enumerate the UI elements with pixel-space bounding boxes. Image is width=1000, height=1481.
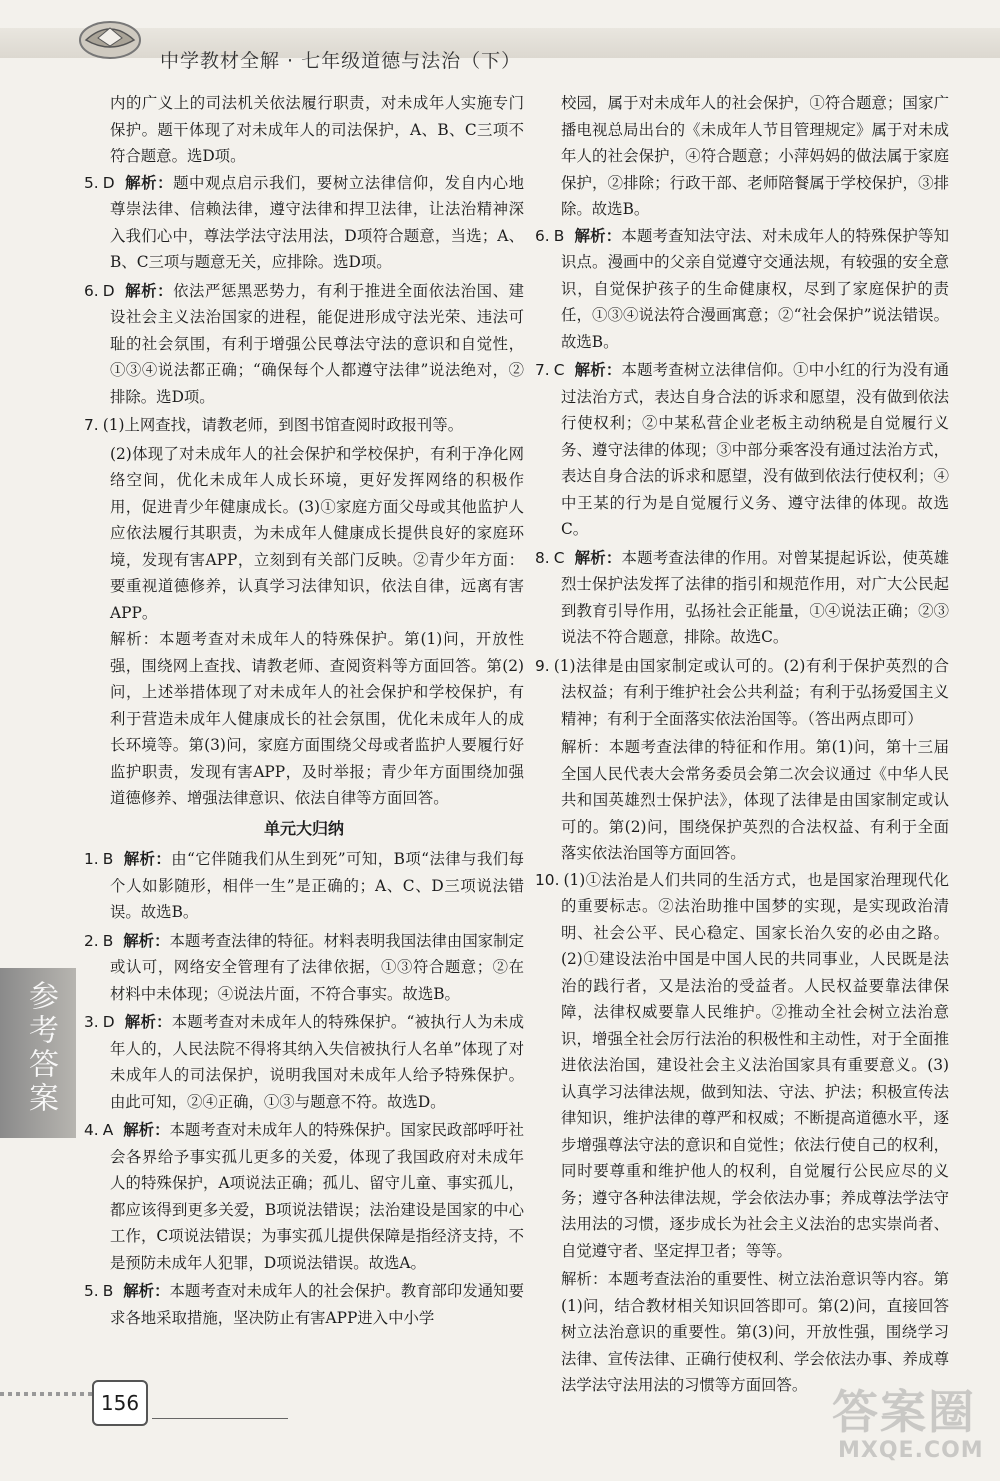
book-logo-icon: [72, 10, 148, 66]
answer-text: (2)体现了对未成年人的社会保护和学校保护，有利于净化网络空间，优化未成年人成长环境，更好发挥网络的积极作用，促进青少年健康成长。(3)①家庭方面父母或其他监护人应依法履行其职责，为未成年人健康成长提供良好的家庭环境，发现有害APP，立刻到有关部门反映。②青少年方面：要重视道德修养，认真学习法律知识，依法自律，远离有害APP。: [110, 444, 524, 622]
answer-choice: D: [102, 281, 115, 300]
analysis-text: 本题考查法律的特征。材料表明我国法律由国家制定或认可，网络安全管理有了法律依据，①③符合题意；②在材料中未体现；④说法片面，不符合事实。故选B。: [110, 931, 524, 1003]
watermark-main: 答案圈: [832, 1385, 976, 1439]
analysis-paragraph: 解析：本题考查对未成年人的特殊保护。第(1)问，开放性强，围绕网上查找、请教老师、查阅资料等方面回答。第(2)问，上述举措体现了对未成年人的社会保护和学校保护，有利于营造未成年人健康成长的社会氛围，优化未成年人的成长环境等。第(3)问，家庭方面围绕父母或者监护人要履行好监护职责，发现有害APP，及时举报；青少年方面围绕加强道德修养、增强法律意识、依法自律等方面回答。: [110, 630, 524, 807]
answer-item-u6: 6. B 解析：本题考查知法守法、对未成年人的特殊保护等知识点。漫画中的父亲自觉遵守交通法规，有较强的安全意识，自觉保护孩子的生命健康权，尽到了家庭保护的责任，①③④说法符合漫画寓意；②“社会保护”说法错误。故选B。: [535, 226, 949, 351]
footer-rule: [152, 1418, 288, 1419]
analysis-text: 题中观点启示我们，要树立法律信仰，发自内心地尊崇法律、信赖法律，遵守法律和捍卫法律，让法治精神深入我们心中，尊法学法守法用法，D项符合题意，当选；A、B、C三项与题意无关，应排除。选D项。: [110, 173, 524, 271]
answer-item-u1: 1. B 解析：由“它伴随我们从生到死”可知，B项“法律与我们每个人如影随形，相伴一生”是正确的；A、C、D三项说法错误。故选B。: [84, 850, 524, 921]
side-tab-label: 参考答案: [23, 980, 58, 1116]
continued-text: 内的广义上的司法机关依法履行职责，对未成年人实施专门保护。题干体现了对未成年人的司法保护，A、B、C三项不符合题意。选D项。: [110, 94, 524, 165]
analysis-text: 本题考查对未成年人的特殊保护。国家民政部呼吁社会各界给予事实孤儿更多的关爱，体现了我国政府对未成年人的特殊保护，A项说法正确；孤儿、留守儿童、事实孤儿，都应该得到更多关爱，B项说法错误；法治建设是国家的中心工作，C项说法错误；为事实孤儿提供保障是指经济支持，不是预防未成年人犯罪，D项说法错误。故选A。: [110, 1121, 524, 1272]
watermark-sub: MXQE.COM: [838, 1438, 984, 1463]
answer-item-7: 7. (1)上网查找，请教老师，到图书馆查阅时政报刊等。: [84, 416, 464, 434]
page-number: 156: [92, 1380, 148, 1426]
answer-item-u3: 3. D 解析：本题考查对未成年人的特殊保护。“被执行人为未成年人的，人民法院不得将其纳入失信被执行人名单”体现了对未成年人的司法保护，说明我国对未成年人给予特殊保护。由此可知，②④正确，①③与题意不符。故选D。: [84, 1013, 524, 1111]
answer-choice: B: [102, 931, 114, 950]
answer-choice: B: [102, 850, 114, 868]
analysis-text: 依法严惩黑恶势力，有利于推进全面依法治国、建设社会主义法治国家的进程，能促进形成守法光荣、违法可耻的社会氛围，有利于增强公民尊法守法的意识和自觉性，①③④说法都正确；“确保每个人都遵守法律”说法绝对，②排除。选D项。: [110, 281, 524, 406]
header-title: 中学教材全解 · 七年级道德与法治（下）: [160, 50, 522, 72]
analysis-text: 本题考查知法守法、对未成年人的特殊保护等知识点。漫画中的父亲自觉遵守交通法规，有较强的安全意识，自觉保护孩子的生命健康权，尽到了家庭保护的责任，①③④说法符合漫画寓意；②“社会保护”说法错误。故选B。: [561, 226, 949, 351]
answer-item-u8: 8. C 解析：本题考查法律的作用。对曾某提起诉讼，使英雄烈士保护法发挥了法律的指引和规范作用，对广大公民起到教育引导作用，弘扬社会正能量，①④说法正确；②③说法不符合题意，排除。故选C。: [535, 548, 949, 646]
answer-text: (1)法律是由国家制定或认可的。(2)有利于保护英烈的合法权益；有利于维护社会公共利益；有利于弘扬爱国主义精神；有利于全面落实依法治国等。（答出两点即可）: [553, 656, 949, 728]
answer-text: (1)上网查找，请教老师，到图书馆查阅时政报刊等。: [102, 416, 464, 434]
analysis-paragraph: 解析：本题考查法治的重要性、树立法治意识等内容。第(1)问，结合教材相关知识回答即可。第(2)问，直接回答树立法治意识的重要性。第(3)问，开放性强，围绕学习法律、宣传法律、正确行使权利、学会依法办事、养成尊法学法守法用法的习惯等方面回答。: [561, 1270, 949, 1394]
answer-item-5: 5. D 解析：题中观点启示我们，要树立法律信仰，发自内心地尊崇法律、信赖法律，遵守法律和捍卫法律，让法治精神深入我们心中，尊法学法守法用法，D项符合题意，当选；A、B、C三项与题意无关，应排除。选D项。: [84, 173, 524, 271]
left-column: [84, 90, 524, 1333]
answer-item-u10: 10. (1)①法治是人们共同的生活方式，也是国家治理现代化的重要标志。②法治助推中国梦的实现，是实现政治清明、社会公平、民心稳定、国家长治久安的必由之路。(2)①建设法治中国是中国人民的共同事业，人民既是法治的践行者，又是法治的受益者。人民权益要靠法律保障，法律权威要靠人民维护。②推动全社会树立法治意识，增强全社会厉行法治的积极性和主动性，对于全面推进依法治国，建设社会主义法治国家具有重要意义。(3)认真学习法律法规，做到知法、守法、护法；积极宣传法律知识，维护法律的尊严和权威；不断提高道德水平，逐步增强尊法守法的意识和自觉性；依法行使自己的权利，同时要尊重和维护他人的权利，自觉履行公民应尽的义务；遵守各种法律法规，学会依法办事；养成尊法学法守法用法的习惯，逐步成长为社会主义法治的忠实崇尚者、自觉遵守者、坚定捍卫者；等等。: [535, 870, 949, 1260]
answer-choice: D: [102, 1013, 115, 1031]
answer-choice: A: [102, 1121, 114, 1139]
analysis-paragraph: 解析：本题考查法律的特征和作用。第(1)问，第十三届全国人民代表大会常务委员会第二次会议通过《中华人民共和国英雄烈士保护法》，体现了法律是由国家制定或认可的。第(2)问，围绕保护英烈的合法权益、有利于全面落实依法治国等方面回答。: [561, 738, 949, 862]
answer-item-u9: 9. (1)法律是由国家制定或认可的。(2)有利于保护英烈的合法权益；有利于维护社会公共利益；有利于弘扬爱国主义精神；有利于全面落实依法治国等。（答出两点即可）: [535, 656, 949, 728]
page-header: [0, 0, 1000, 92]
answer-item-u5: 5. B 解析：本题考查对未成年人的社会保护。教育部印发通知要求各地采取措施，坚决防止有害APP进入中小学: [84, 1282, 524, 1327]
answer-choice: D: [102, 173, 115, 192]
analysis-text: 本题考查法律的作用。对曾某提起诉讼，使英雄烈士保护法发挥了法律的指引和规范作用，对广大公民起到教育引导作用，弘扬社会正能量，①④说法正确；②③说法不符合题意，排除。故选C。: [561, 548, 949, 646]
answer-item-6: 6. D 解析：依法严惩黑恶势力，有利于推进全面依法治国、建设社会主义法治国家的进程，能促进形成守法光荣、违法可耻的社会氛围，有利于增强公民尊法守法的意识和自觉性，①③④说法都正确；“确保每个人都遵守法律”说法绝对，②排除。选D项。: [84, 281, 524, 406]
answer-item-u2: 2. B 解析：本题考查法律的特征。材料表明我国法律由国家制定或认可，网络安全管理有了法律依据，①③符合题意；②在材料中未体现；④说法片面，不符合事实。故选B。: [84, 931, 524, 1003]
right-column: [535, 90, 949, 1399]
watermark: [832, 1376, 992, 1471]
analysis-text: 由“它伴随我们从生到死”可知，B项“法律与我们每个人如影随形，相伴一生”是正确的；A、C、D三项说法错误。故选B。: [110, 850, 524, 921]
answer-choice: B: [102, 1282, 114, 1300]
footer-dots: [0, 1392, 92, 1396]
answer-text: (1)①法治是人们共同的生活方式，也是国家治理现代化的重要标志。②法治助推中国梦的实现，是实现政治清明、社会公平、民心稳定、国家长治久安的必由之路。(2)①建设法治中国是中国人民的共同事业，人民既是法治的践行者，又是法治的受益者。人民权益要靠法律保障，法律权威要靠人民维护。②推动全社会树立法治意识，增强全社会厉行法治的积极性和主动性，对于全面推进依法治国，建设社会主义法治国家具有重要意义。(3)认真学习法律法规，做到知法、守法、护法；积极宣传法律知识，维护法律的尊严和权威；不断提高道德水平，逐步增强尊法守法的意识和自觉性；依法行使自己的权利，同时要尊重和维护他人的权利，自觉履行公民应尽的义务；遵守各种法律法规，学会依法办事；养成尊法学法守法用法的习惯，逐步成长为社会主义法治的忠实崇尚者、自觉遵守者、坚定捍卫者；等等。: [561, 870, 949, 1260]
analysis-text: 本题考查树立法律信仰。①中小红的行为没有通过法治方式，表达自身合法的诉求和愿望，没有做到依法行使权利；②中某私营企业老板主动纳税是自觉履行义务、遵守法律的体现；③中部分乘客没有通过法治方式，表达自身合法的诉求和愿望，没有做到依法行使权利；④中王某的行为是自觉履行义务、遵守法律的体现。故选C。: [561, 361, 949, 538]
answer-choice: B: [553, 226, 565, 245]
answer-choice: C: [553, 548, 565, 567]
answer-item-u7: 7. C 解析：本题考查树立法律信仰。①中小红的行为没有通过法治方式，表达自身合法的诉求和愿望，没有做到依法行使权利；②中某私营企业老板主动纳税是自觉履行义务、遵守法律的体现；③中部分乘客没有通过法治方式，表达自身合法的诉求和愿望，没有做到依法行使权利；④中王某的行为是自觉履行义务、遵守法律的体现。故选C。: [535, 361, 949, 538]
answer-item-u4: 4. A 解析：本题考查对未成年人的特殊保护。国家民政部呼吁社会各界给予事实孤儿更多的关爱，体现了我国政府对未成年人的特殊保护，A项说法正确；孤儿、留守儿童、事实孤儿，都应该得到更多关爱，B项说法错误；法治建设是国家的中心工作，C项说法错误；为事实孤儿提供保障是指经济支持，不是预防未成年人犯罪，D项说法错误。故选A。: [84, 1121, 524, 1272]
analysis-text: 本题考查对未成年人的特殊保护。“被执行人为未成年人的，人民法院不得将其纳入失信被执行人名单”体现了对未成年人的司法保护，说明我国对未成年人给予特殊保护。由此可知，②④正确，①③与题意不符。故选D。: [110, 1013, 524, 1111]
answer-choice: C: [553, 361, 565, 379]
section-title: 单元大归纳: [263, 818, 344, 838]
continued-text: 校园，属于对未成年人的社会保护，①符合题意；国家广播电视总局出台的《未成年人节目管理规定》属于对未成年人的社会保护，④符合题意；小萍妈妈的做法属于家庭保护，②排除；行政干部、老师陪餐属于学校保护，③排除。故选B。: [561, 94, 949, 218]
analysis-text: 本题考查对未成年人的社会保护。教育部印发通知要求各地采取措施，坚决防止有害APP进入中小学: [110, 1282, 524, 1327]
